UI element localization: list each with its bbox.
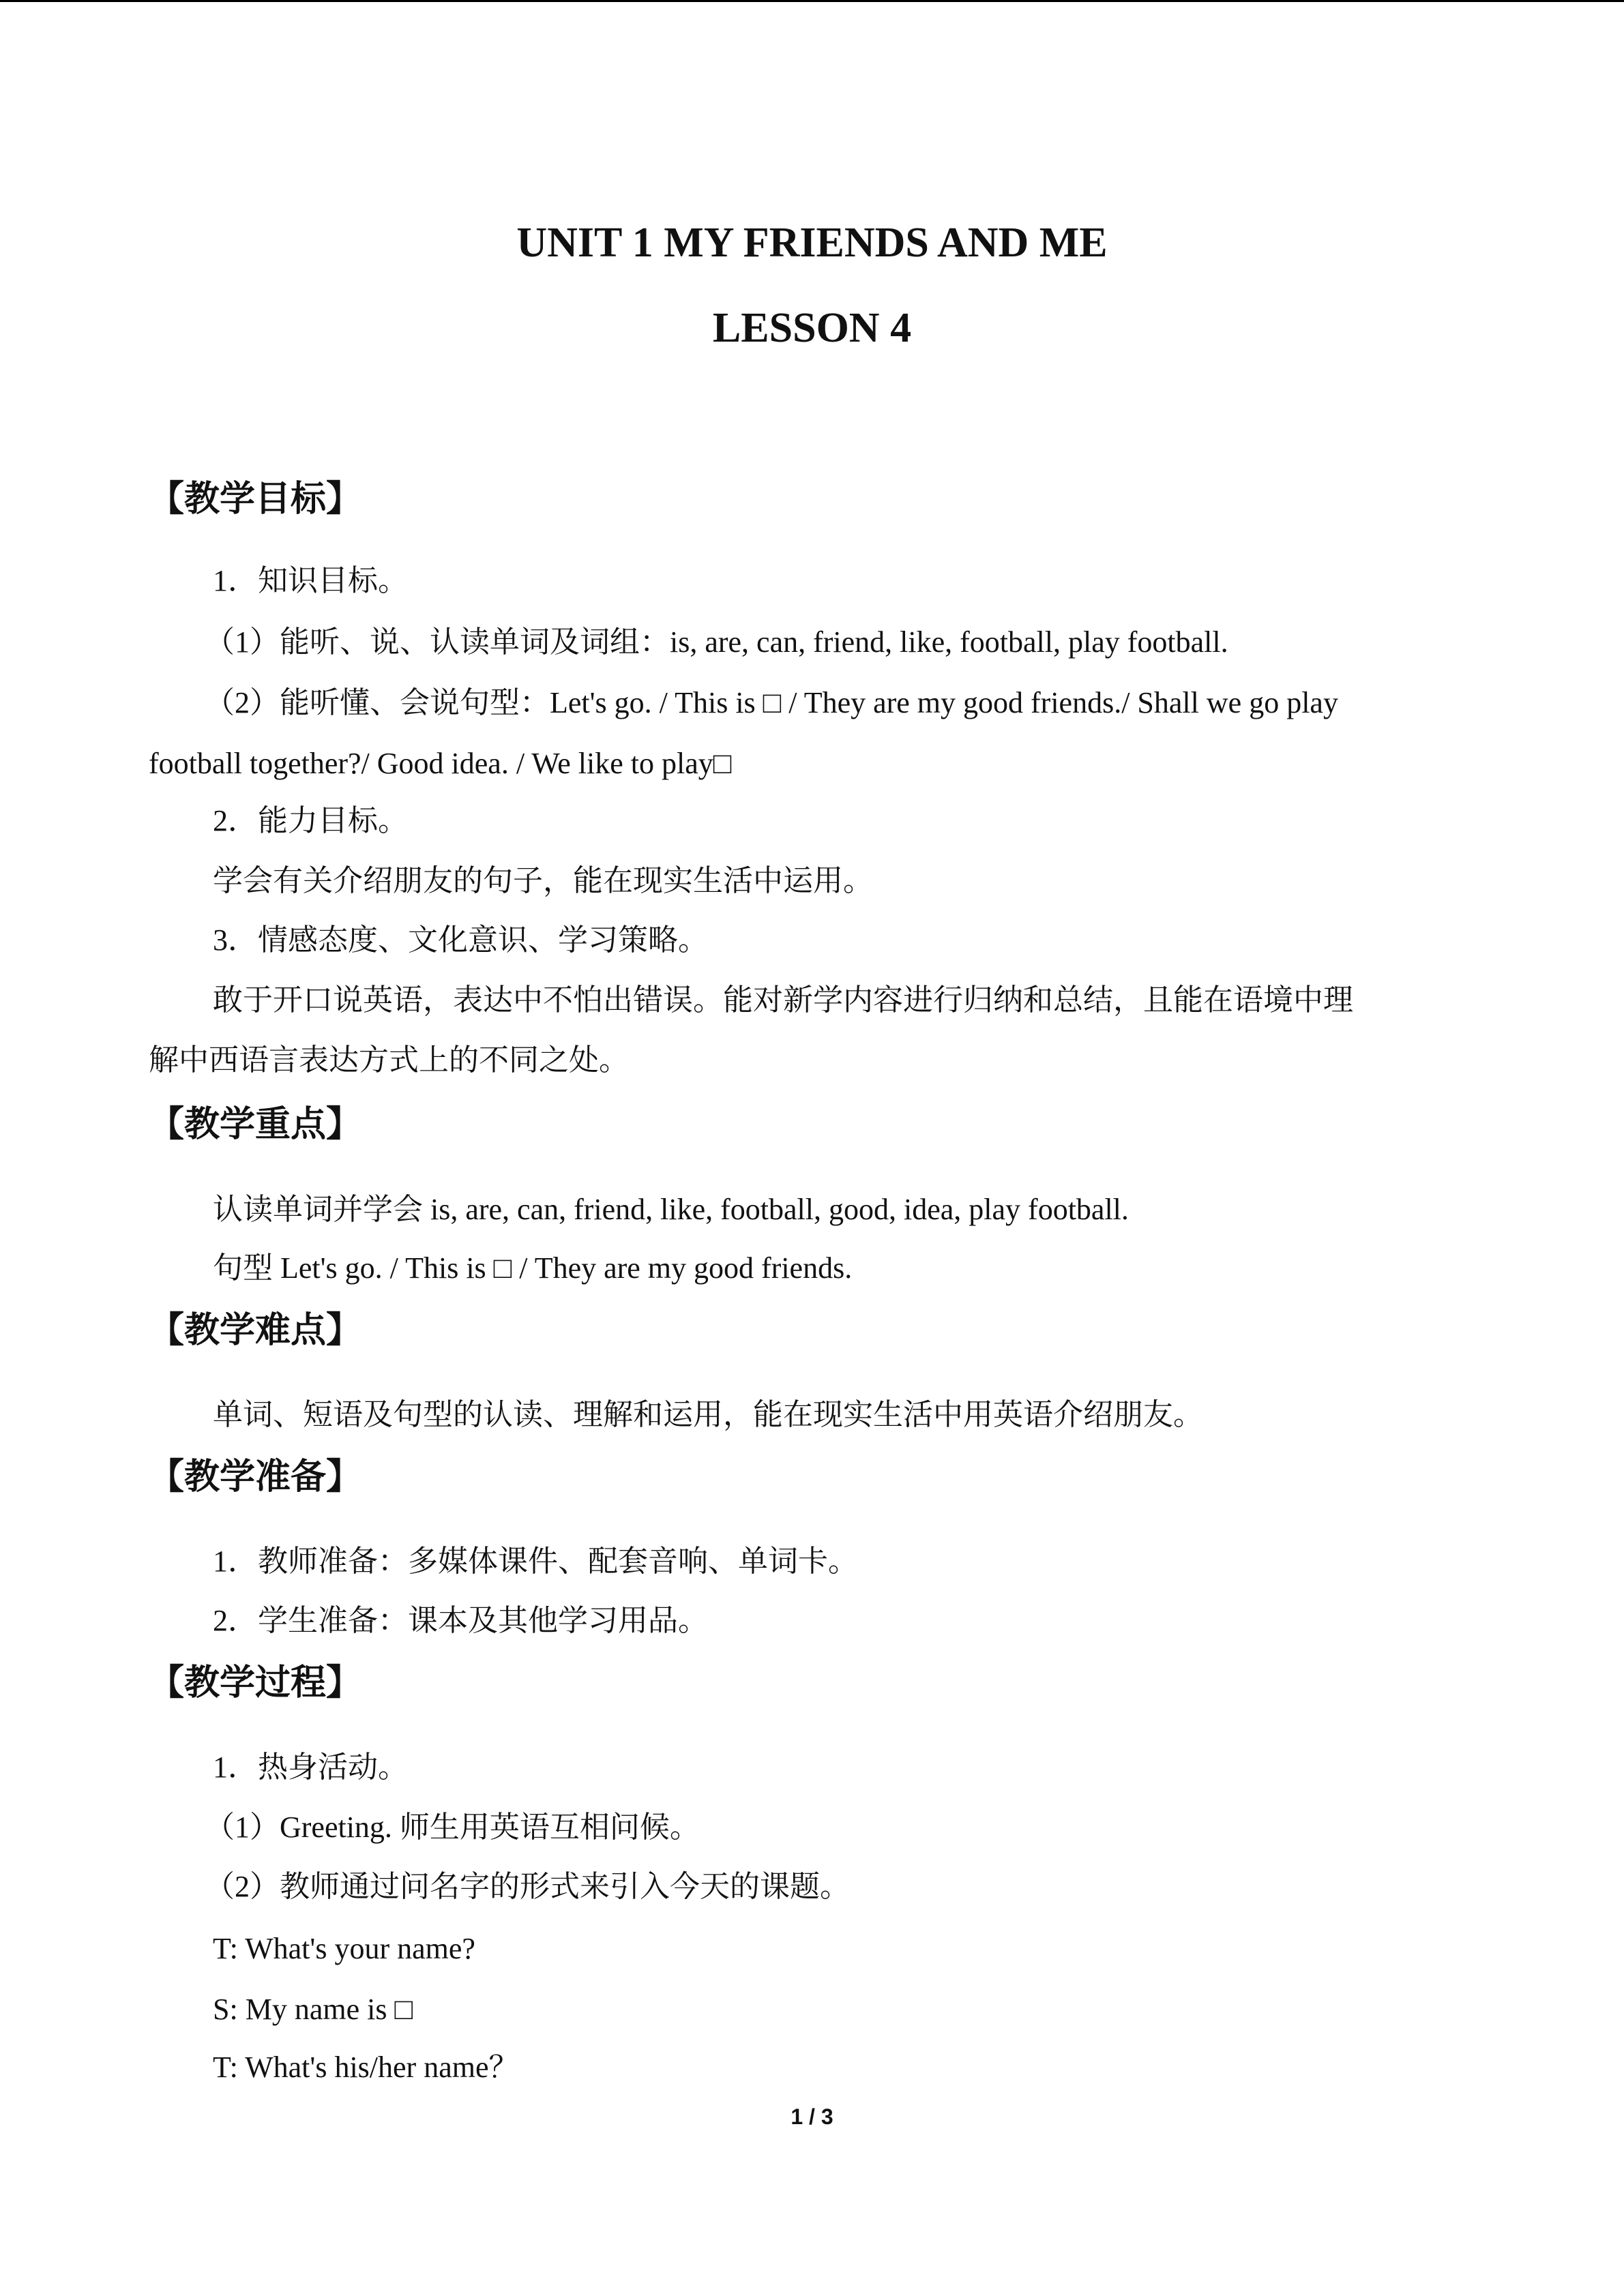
difficulty-line: 单词、短语及句型的认读、理解和运用，能在现实生活中用英语介绍朋友。 bbox=[213, 1398, 1203, 1431]
process-line: 1．热身活动。 bbox=[213, 1750, 408, 1784]
objective-line: 学会有关介绍朋友的句子，能在现实生活中运用。 bbox=[213, 864, 873, 897]
preparation-line: 1．教师准备：多媒体课件、配套音响、单词卡。 bbox=[213, 1545, 858, 1578]
section-heading-preparation: 【教学准备】 bbox=[149, 1457, 362, 1497]
section-heading-process: 【教学过程】 bbox=[149, 1663, 362, 1703]
key-point-line: 句型 Let's go. / This is □ / They are my good friends. bbox=[213, 1251, 853, 1285]
objective-line: 1．知识目标。 bbox=[213, 564, 408, 597]
top-border-rule bbox=[0, 0, 1624, 2]
key-point-line: 认读单词并学会 is, are, can, friend, like, football, good, idea, play football. bbox=[213, 1193, 1129, 1226]
process-line: S: My name is □ bbox=[213, 1993, 413, 2026]
section-heading-objectives: 【教学目标】 bbox=[149, 479, 362, 520]
preparation-line: 2．学生准备：课本及其他学习用品。 bbox=[213, 1604, 708, 1637]
page-number: 1 / 3 bbox=[791, 2104, 833, 2129]
objective-line: （1）能听、说、认读单词及词组：is, are, can, friend, like, football, play football. bbox=[205, 625, 1228, 659]
process-line: T: What's his/her name？ bbox=[213, 2051, 519, 2084]
unit-title: UNIT 1 MY FRIENDS AND ME bbox=[516, 220, 1108, 266]
process-line: （2）教师通过问名字的形式来引入今天的课题。 bbox=[205, 1870, 850, 1903]
objective-line: 2．能力目标。 bbox=[213, 804, 408, 837]
process-line: （1）Greeting. 师生用英语互相问候。 bbox=[205, 1810, 700, 1844]
objective-line: 3．情感态度、文化意识、学习策略。 bbox=[213, 923, 708, 957]
process-line: T: What's your name? bbox=[213, 1932, 475, 1965]
lesson-title: LESSON 4 bbox=[712, 305, 912, 351]
objective-line: （2）能听懂、会说句型：Let's go. / This is □ / They are my good friends./ Shall we go play bbox=[205, 686, 1338, 719]
section-heading-difficulties: 【教学难点】 bbox=[149, 1310, 362, 1351]
objective-line: 敢于开口说英语，表达中不怕出错误。能对新学内容进行归纳和总结，且能在语境中理 bbox=[213, 983, 1353, 1017]
objective-line: 解中西语言表达方式上的不同之处。 bbox=[149, 1043, 629, 1077]
objective-line: football together?/ Good idea. / We like to play□ bbox=[149, 747, 732, 780]
section-heading-key-points: 【教学重点】 bbox=[149, 1104, 362, 1145]
